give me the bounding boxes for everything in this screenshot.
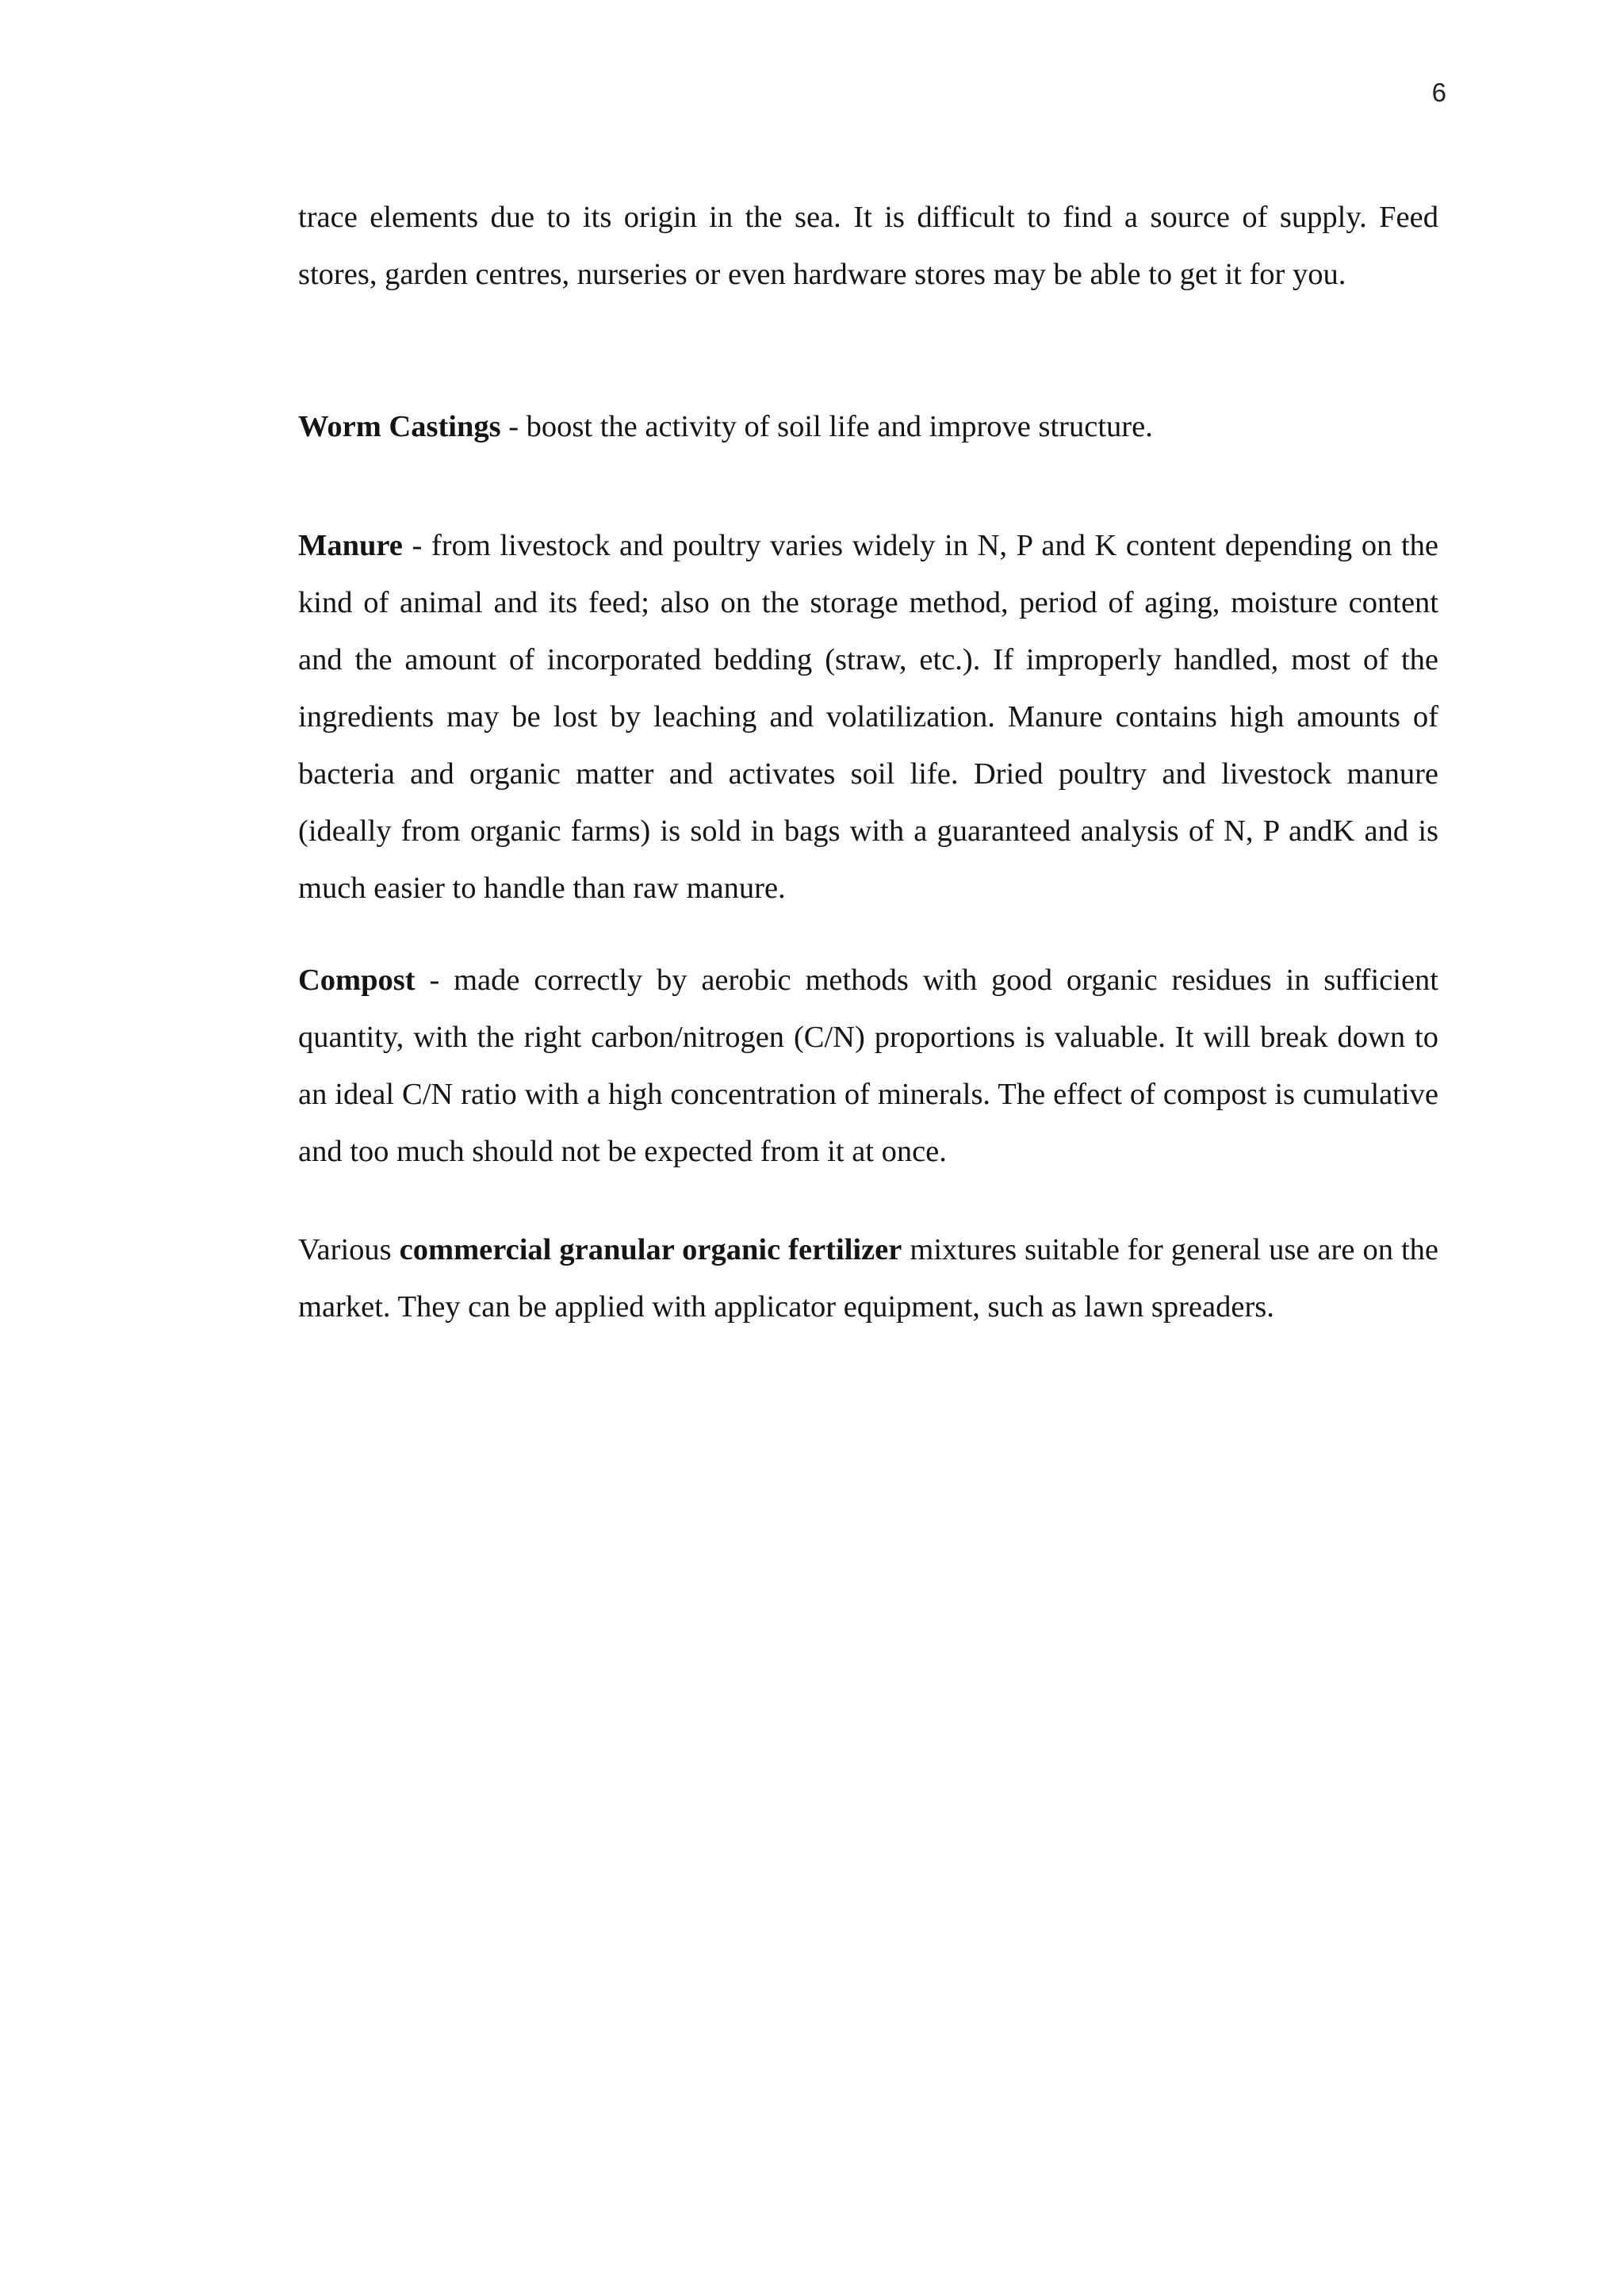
paragraph-text: trace elements due to its origin in the sea. It is difficult to find a source of supply. Feed stores, garden centres, nurseries or even hardware stores may be able to get it for you. — [298, 201, 1438, 291]
paragraph-compost — [298, 952, 1438, 1180]
paragraph-text-before: Various — [298, 1233, 400, 1266]
paragraph-trace-elements — [298, 189, 1438, 303]
term-worm-castings: Worm Castings — [298, 410, 501, 443]
paragraph-worm-castings — [298, 398, 1438, 455]
paragraph-text: - from livestock and poultry varies widely in N, P and K content depending on the kind of animal and its feed; also on the storage method, period of aging, moisture content and the amount of incorporated bedding (straw, etc.). If improperly handled, most of the ingredients may be lost by leaching and volatilization. Manure contains high amounts of bacteria and organic matter and activates soil life. Dried poultry and livestock manure (ideally from organic farms) is sold in bags with a guaranteed analysis of N, P andK and is much easier to handle than raw manure. — [298, 529, 1438, 905]
term-commercial-fertilizer: commercial granular organic fertilizer — [399, 1233, 902, 1266]
paragraph-manure — [298, 517, 1438, 917]
page-number: 6 — [1431, 78, 1446, 107]
term-compost: Compost — [298, 964, 416, 997]
term-manure: Manure — [298, 529, 403, 562]
paragraph-text: - made correctly by aerobic methods with good organic residues in sufficient quantity, with the right carbon/nitrogen (C/N) proportions is valuable. It will break down to an ideal C/N ratio with a high concentration of minerals. The effect of compost is cumulative and too much should not be expected from it at once. — [298, 964, 1438, 1168]
paragraph-commercial-fertilizer — [298, 1221, 1438, 1335]
paragraph-text: mixtures suitable for general use are on the market. They can be applied with applicator equipment, such as lawn spreaders. — [298, 1233, 1439, 1324]
paragraph-text: - boost the activity of soil life and improve structure. — [500, 410, 1153, 443]
